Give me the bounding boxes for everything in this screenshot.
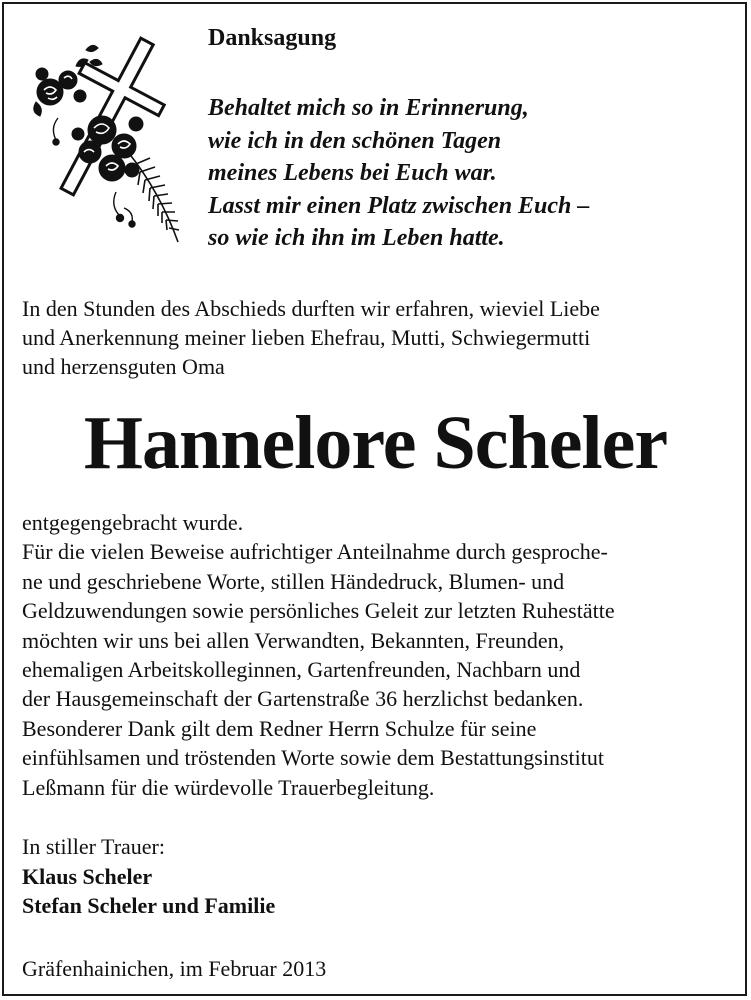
text-line: In den Stunden des Abschieds durften wir erfahren, wieviel Liebe bbox=[22, 296, 600, 321]
cross-with-roses-icon bbox=[28, 22, 188, 252]
poem-line: Lasst mir einen Platz zwischen Euch – bbox=[208, 192, 590, 219]
text-line: und herzensguten Oma bbox=[22, 354, 225, 379]
poem-line: Behaltet mich so in Erinnerung, bbox=[208, 95, 529, 121]
poem-line: meines Lebens bei Euch war. bbox=[208, 160, 497, 186]
text-line: Geldzuwendungen sowie persönliches Geleit zur letzten Ruhestätte bbox=[22, 598, 615, 624]
text-line: möchten wir uns bei allen Verwandten, Bekannten, Freunden, bbox=[22, 627, 565, 653]
text-line: ehemaligen Arbeitskolleginnen, Gartenfreunden, Nachbarn und bbox=[22, 657, 581, 683]
text-line: ne und geschriebene Worte, stillen Händedruck, Blumen- und bbox=[22, 568, 565, 594]
signer-name: Klaus Scheler bbox=[22, 863, 153, 889]
deceased-name: Hannelore Scheler bbox=[83, 401, 668, 485]
text-line: einfühlsamen und tröstenden Worte sowie dem Bestattungsinstitut bbox=[22, 745, 604, 771]
text-line: Besonderer Dank gilt dem Redner Herrn Schulze für seine bbox=[22, 715, 537, 741]
text-line: entgegengebracht wurde. bbox=[22, 510, 244, 535]
signer-name: Stefan Scheler und Familie bbox=[22, 893, 276, 918]
text-line: der Hausgemeinschaft der Gartenstraße 36 herzlichst bedanken. bbox=[22, 686, 584, 712]
poem-line: so wie ich ihn im Leben hatte. bbox=[208, 225, 505, 251]
poem bbox=[208, 92, 589, 255]
text-line: Für die vielen Beweise aufrichtiger Anteilnahme durch gesproche- bbox=[22, 539, 608, 565]
text-line: und Anerkennung meiner lieben Ehefrau, Mutti, Schwiegermutti bbox=[22, 325, 591, 350]
closing-label: In stiller Trauer: bbox=[22, 834, 165, 859]
place-date: Gräfenhainichen, im Februar 2013 bbox=[22, 956, 327, 981]
intro-paragraph bbox=[22, 294, 600, 381]
notice-heading: Danksagung bbox=[208, 25, 337, 51]
poem-line: wie ich in den schönen Tagen bbox=[208, 127, 502, 154]
closing-block bbox=[22, 832, 275, 921]
text-line: Leßmann für die würdevolle Trauerbegleitung. bbox=[22, 774, 435, 800]
thanks-paragraph bbox=[22, 508, 615, 802]
